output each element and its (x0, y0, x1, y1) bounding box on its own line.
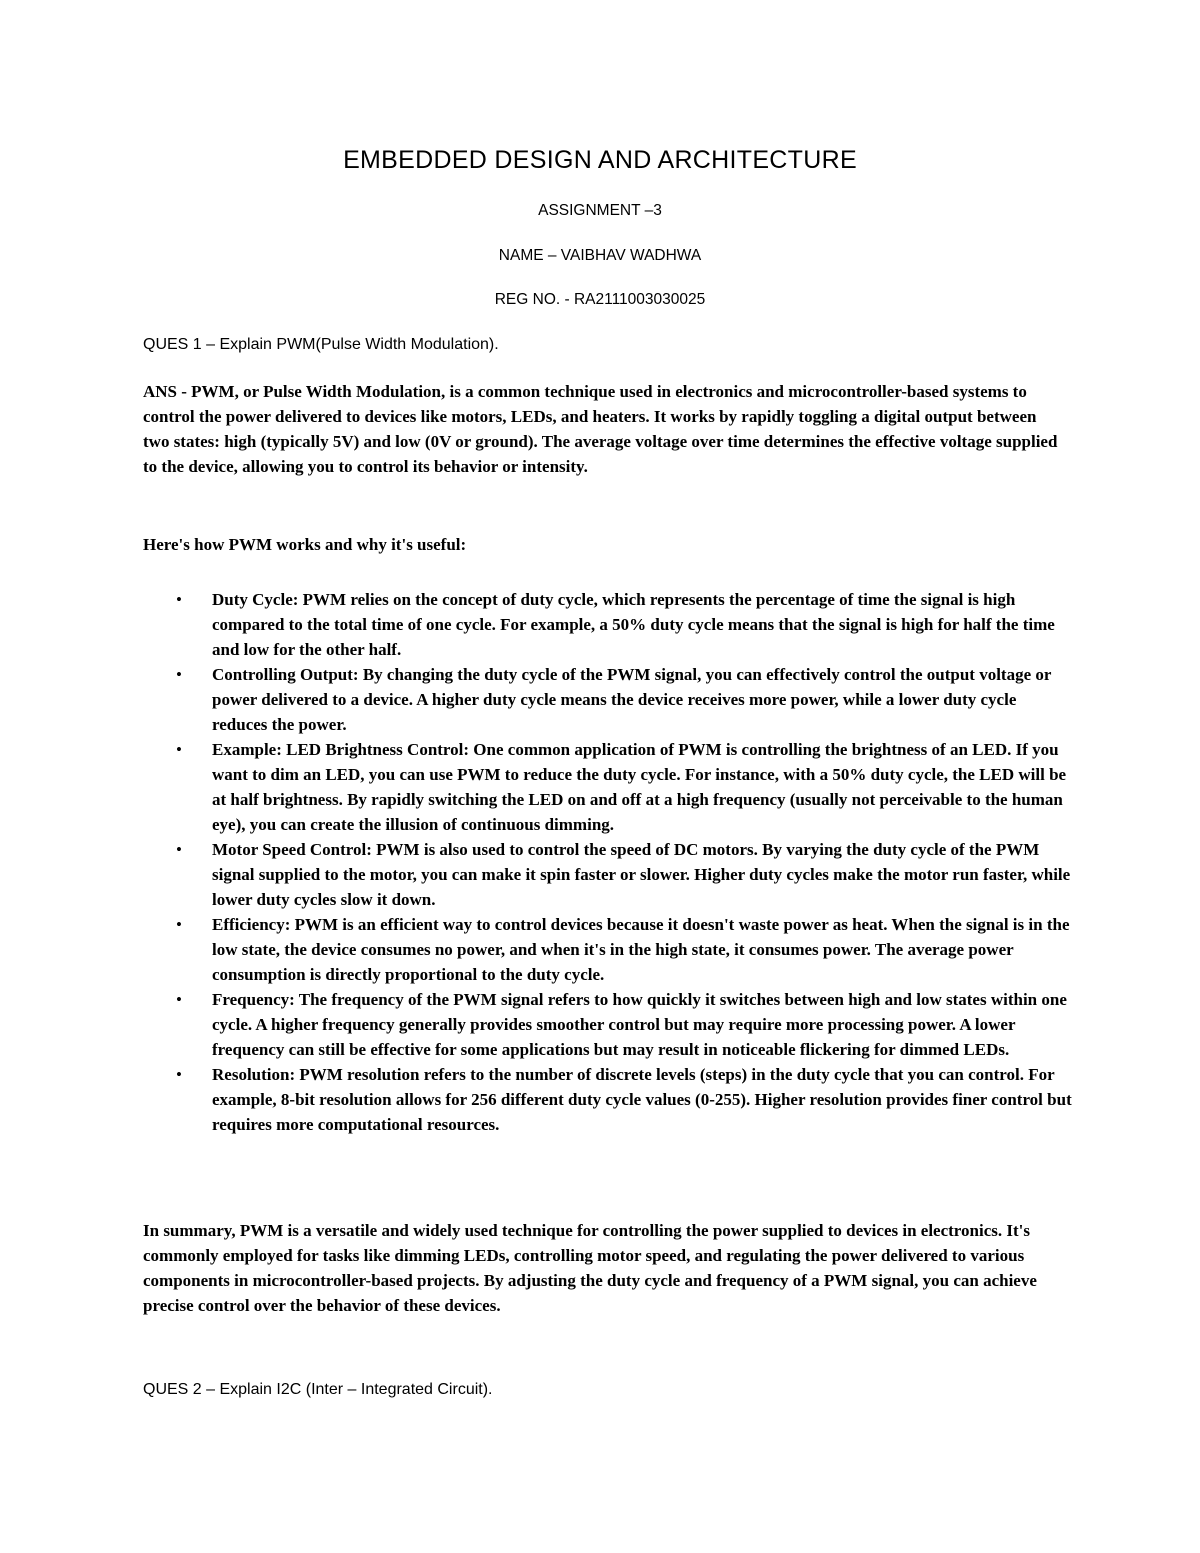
list-item-text: Frequency: The frequency of the PWM signal refers to how quickly it switches between high and low states within one cycle. A higher frequency generally provides smoother control but may require more processing power. A lower frequency can still be effective for some applications but may result in noticeable flickering for dimmed LEDs. (212, 990, 1067, 1059)
bullet-icon: • (176, 840, 182, 859)
list-item-text: Motor Speed Control: PWM is also used to control the speed of DC motors. By varying the duty cycle of the PWM signal supplied to the motor, you can make it spin faster or slower. Higher duty cycles make the motor run faster, while lower duty cycles slow it down. (212, 840, 1071, 909)
bullet-icon: • (176, 915, 182, 934)
list-item-text: Controlling Output: By changing the duty cycle of the PWM signal, you can effectively control the output voltage or power delivered to a device. A higher duty cycle means the device receives more power, while a lower duty cycle reduces the power. (212, 665, 1052, 734)
bullet-icon: • (176, 990, 182, 1009)
question-2-heading: QUES 2 – Explain I2C (Inter – Integrated Circuit). (143, 1381, 493, 1398)
list-item (143, 662, 1073, 737)
list-item-text: Resolution: PWM resolution refers to the number of discrete levels (steps) in the duty cycle that you can control. For example, 8-bit resolution allows for 256 different duty cycle values (0-255). Higher resolution provides finer control but requires more computational resources. (212, 1065, 1072, 1134)
document-title: EMBEDDED DESIGN AND ARCHITECTURE (343, 146, 857, 174)
bullet-list (143, 587, 1073, 1137)
bullet-icon: • (176, 740, 182, 759)
student-name: NAME – VAIBHAV WADHWA (498, 247, 702, 264)
list-item (143, 837, 1073, 912)
list-item (143, 737, 1073, 837)
bullet-icon: • (176, 665, 182, 684)
bullet-icon: • (176, 590, 182, 609)
list-item-text: Example: LED Brightness Control: One common application of PWM is controlling the brightness of an LED. If you want to dim an LED, you can use PWM to reduce the duty cycle. For instance, with a 50% duty cycle, the LED will be at half brightness. By rapidly switching the LED on and off at a high frequency (usually not perceivable to the human eye), you can create the illusion of continuous dimming. (212, 740, 1067, 834)
list-item (143, 912, 1073, 987)
list-item (143, 587, 1073, 662)
answer-intro: Here's how PWM works and why it's useful: (143, 535, 467, 554)
assignment-number: ASSIGNMENT –3 (538, 202, 662, 219)
list-item-text: Duty Cycle: PWM relies on the concept of duty cycle, which represents the percentage of time the signal is high compared to the total time of one cycle. For example, a 50% duty cycle means that the signal is high for half the time and low for the other half. (212, 590, 1055, 659)
list-item (143, 1062, 1073, 1137)
question-1-answer: ANS - PWM, or Pulse Width Modulation, is a common technique used in electronics and microcontroller-based systems to control the power delivered to devices like motors, LEDs, and heaters. It works by rapidly toggling a digital output between two states: high (typically 5V) and low (0V or ground). The average voltage over time determines the effective voltage supplied to the device, allowing you to control its behavior or intensity. (143, 382, 1058, 476)
bullet-icon: • (176, 1065, 182, 1084)
registration-number: REG NO. - RA2111003030025 (494, 291, 706, 308)
list-item-text: Efficiency: PWM is an efficient way to control devices because it doesn't waste power as heat. When the signal is in the low state, the device consumes no power, and when it's in the high state, it consumes power. The average power consumption is directly proportional to the duty cycle. (212, 915, 1070, 984)
question-1-heading: QUES 1 – Explain PWM(Pulse Width Modulation). (143, 336, 499, 353)
list-item (143, 987, 1073, 1062)
answer-summary: In summary, PWM is a versatile and widely used technique for controlling the power supplied to devices in electronics. It's commonly employed for tasks like dimming LEDs, controlling motor speed, and regulating the power delivered to various components in microcontroller-based projects. By adjusting the duty cycle and frequency of a PWM signal, you can achieve precise control over the behavior of these devices. (143, 1221, 1037, 1315)
